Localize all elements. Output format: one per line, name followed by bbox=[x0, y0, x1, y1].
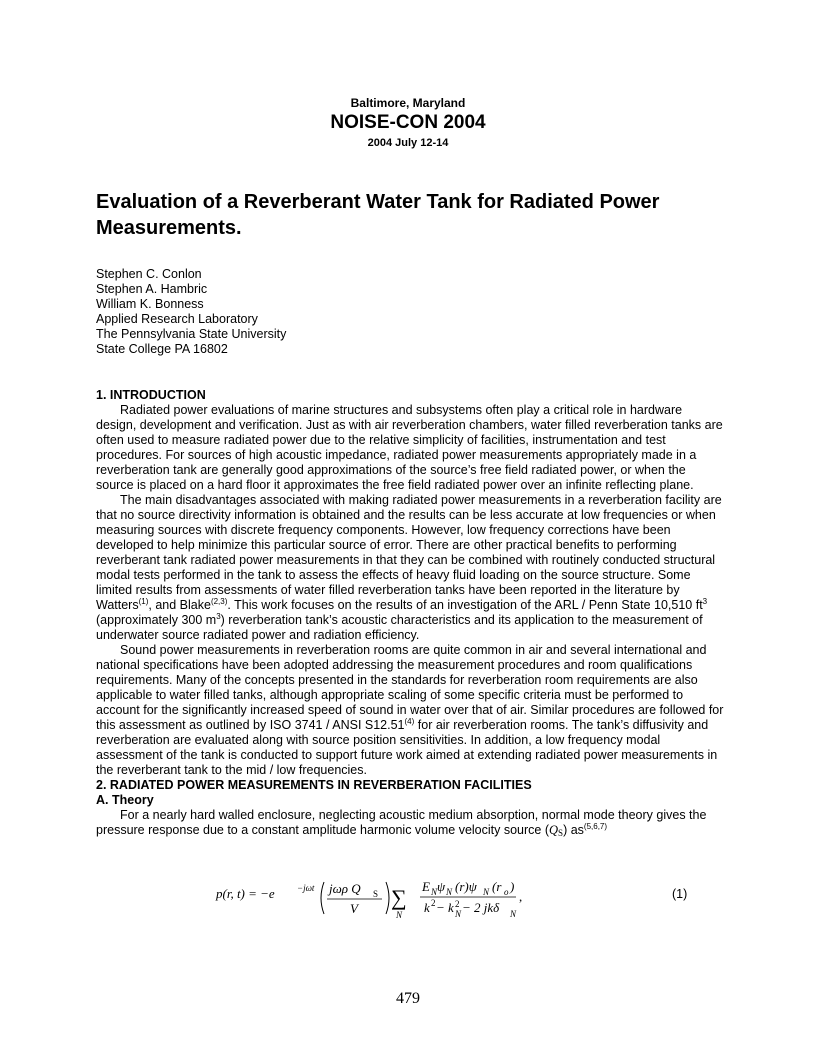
eq-numerator-2: ) bbox=[510, 879, 515, 894]
paragraph-text: (approximately 300 m bbox=[96, 613, 217, 627]
author-block bbox=[96, 267, 286, 357]
paragraph: Radiated power evaluations of marine structures and subsystems often play a critical role in hardware design, development and verification. Just as with air reverberation chambers, water filled reverberation tanks are often used to measure radiated power due to the relative simplicity of facilities, instrumentation and test procedures. For sources of high acoustic impedance, radiated power measurements appropriately made in a reverberation tank are generally good approximations of the source’s free field radiated power, or when the source is placed on a hard floor it approximates the free field radiated power over an infinite reflecting plane. bbox=[96, 403, 723, 492]
eq-denominator-1: V bbox=[350, 901, 358, 916]
superscript: 3 bbox=[702, 597, 708, 606]
math-subscript: S bbox=[558, 828, 564, 838]
paragraph-text: . This work focuses on the results of an investigation of the ARL / Penn State 10,510 ft bbox=[227, 598, 703, 612]
eq-denominator-2: − 2 jkδ bbox=[462, 900, 500, 915]
citation-ref: (4) bbox=[404, 717, 415, 726]
paragraph-text: , and Blake bbox=[148, 598, 211, 612]
eq-right-paren bbox=[386, 882, 389, 914]
paragraph bbox=[96, 493, 724, 643]
eq-comma: , bbox=[519, 889, 523, 904]
eq-subscript: N bbox=[483, 887, 490, 897]
paragraph bbox=[96, 808, 724, 838]
section-heading-introduction: 1. INTRODUCTION bbox=[96, 388, 206, 402]
eq-subscript: o bbox=[504, 887, 509, 897]
superscript: 3 bbox=[216, 612, 221, 621]
eq-lhs: p(r, t) = −e bbox=[216, 886, 275, 901]
affiliation-line: State College PA 16802 bbox=[96, 342, 228, 356]
eq-numerator-2: (r bbox=[492, 879, 502, 894]
eq-numerator-2: E bbox=[422, 879, 430, 894]
conference-date: 2004 July 12-14 bbox=[367, 137, 449, 149]
eq-subscript: S bbox=[373, 889, 379, 899]
author-line: William K. Bonness bbox=[96, 297, 204, 311]
citation-ref: (5,6,7) bbox=[583, 822, 608, 831]
eq-superscript: 2 bbox=[455, 899, 460, 909]
affiliation-line: Applied Research Laboratory bbox=[96, 312, 258, 326]
affiliation-line: The Pennsylvania State University bbox=[96, 327, 287, 341]
eq-subscript: N bbox=[510, 909, 517, 919]
body-text bbox=[96, 388, 724, 838]
paragraph-text: ) reverberation tank’s acoustic characteristics and its application to the measurement of underwater source radiated power and radiation efficiency. bbox=[96, 613, 703, 642]
subsection-heading-theory: A. Theory bbox=[96, 793, 154, 807]
eq-numerator-2: ψ bbox=[437, 879, 446, 894]
eq-superscript: 2 bbox=[431, 898, 436, 908]
eq-denominator-2: − k bbox=[436, 900, 454, 915]
author-line: Stephen A. Hambric bbox=[96, 282, 208, 296]
section-heading-radiated-power: 2. RADIATED POWER MEASUREMENTS IN REVERBERATION FACILITIES bbox=[96, 778, 532, 792]
eq-subscript: N bbox=[431, 887, 438, 897]
paragraph-text: For a nearly hard walled enclosure, neglecting acoustic medium absorption, normal mode theory gives the pressure response due to a constant amplitude harmonic volume velocity source ( bbox=[96, 808, 707, 837]
citation-ref: (1) bbox=[138, 597, 149, 606]
paragraph-text: ) as bbox=[563, 823, 584, 837]
eq-sum-symbol: ∑ bbox=[391, 885, 407, 910]
inline-math bbox=[549, 823, 563, 837]
eq-denominator-2: k bbox=[424, 900, 430, 915]
paper-title: Evaluation of a Reverberant Water Tank for Radiated Power Measurements. bbox=[96, 191, 660, 239]
paragraph-text: The main disadvantages associated with making radiated power measurements in a reverberation facility are that no source directivity information is obtained and the results can be less accurate at low frequencies or when measuring sources with discrete frequency components. However, low frequency corrections have been developed to help minimize this particular source of error. There are other practical benefits to performing reverberant tank radiated power measurements in that they can be combined with routinely conducted structural modal tests performed in the tank to assess the effects of heavy fluid loading on the source structure. Some limited results from assessments of water filled reverberation tanks have been reported in the literature by Watters bbox=[96, 493, 722, 612]
eq-numerator-1: jωρ Q bbox=[329, 881, 361, 896]
eq-exponent: −jωt bbox=[297, 883, 315, 893]
equation-1 bbox=[214, 876, 686, 920]
paragraph bbox=[96, 643, 724, 778]
equation-number: (1) bbox=[672, 887, 688, 901]
eq-subscript: N bbox=[446, 887, 453, 897]
citation-ref: (2,3) bbox=[210, 597, 228, 606]
eq-sum-index: N bbox=[396, 910, 403, 920]
paragraph-text: for air reverberation rooms. The tank’s diffusivity and reverberation are evaluated along with source position sensitivities. In addition, a low frequency modal assessment of the tank is conducted to support future work aimed at extending radiated power measurements in the reverberant tank to the mid / low frequencies. bbox=[96, 718, 718, 777]
eq-subscript: N bbox=[455, 909, 462, 919]
page-number: 479 bbox=[396, 990, 420, 1007]
conference-name: NOISE-CON 2004 bbox=[330, 112, 486, 133]
author-line: Stephen C. Conlon bbox=[96, 267, 202, 281]
paragraph-text: Sound power measurements in reverberation rooms are quite common in air and several international and national specifications have been adopted addressing the measurement procedures and room qualifications requirements. Many of the concepts presented in the standards for reverberation room requirements are also applicable to water filled tanks, although appropriate scaling of some specific criteria must be performed to account for the significantly increased speed of sound in water over that of air. Similar procedures are followed for this assessment as outlined by ISO 3741 / ANSI S12.51 bbox=[96, 643, 724, 732]
eq-numerator-2: (r)ψ bbox=[455, 879, 477, 894]
math-symbol: Q bbox=[549, 823, 559, 837]
conference-location: Baltimore, Maryland bbox=[350, 96, 466, 110]
eq-left-paren bbox=[321, 882, 324, 914]
